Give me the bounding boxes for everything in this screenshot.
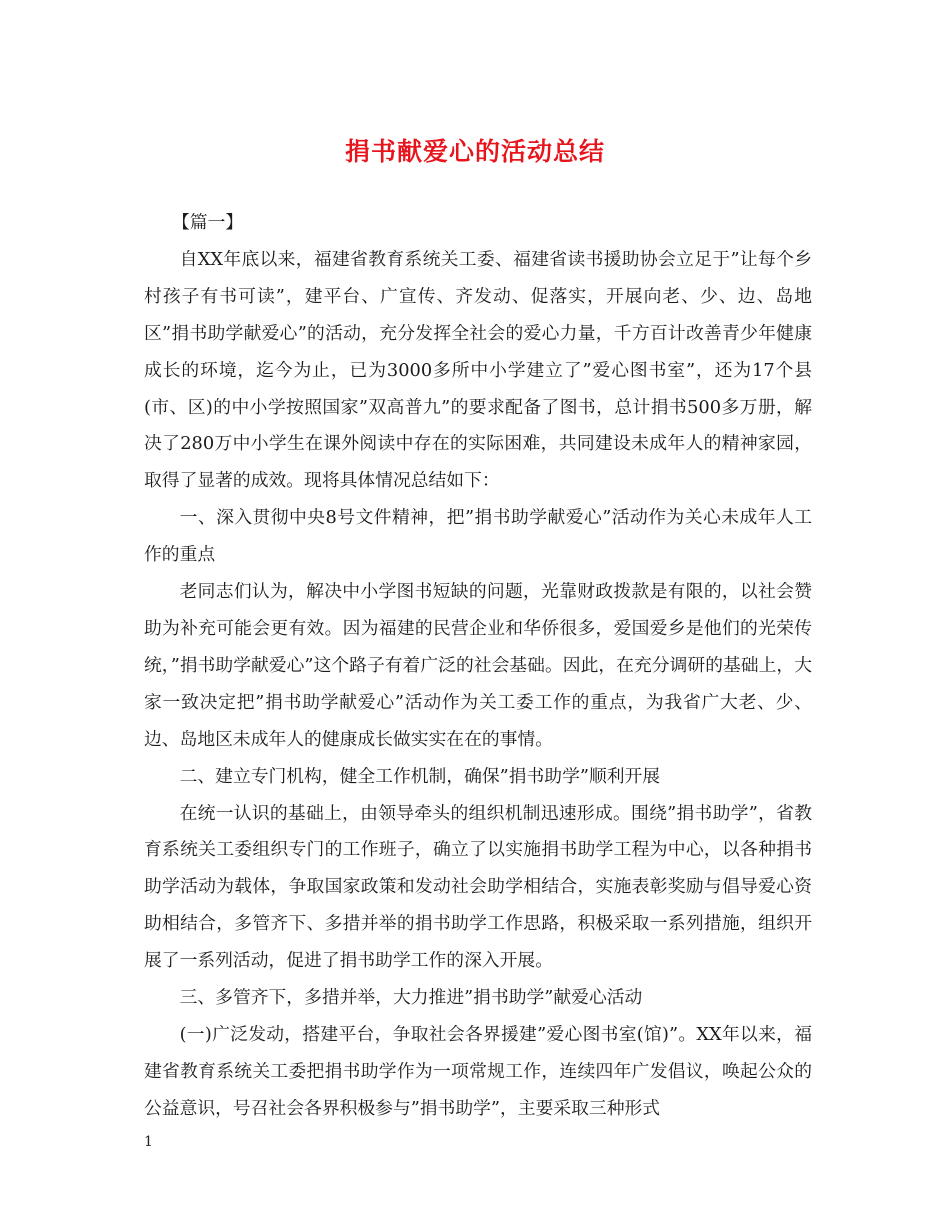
page-number: 1 <box>144 1134 153 1150</box>
heading-section-1: 一、深入贯彻中央8号文件精神，把”捐书助学献爱心”活动作为关心未成年人工作的重点 <box>144 507 812 566</box>
section-tag: 【篇一】 <box>172 212 244 233</box>
heading-section-2: 二、建立专门机构，健全工作机制，确保”捐书助学”顺利开展 <box>179 765 661 787</box>
paragraph-section-2: 在统一认识的基础上，由领导牵头的组织机制迅速形成。围绕”捐书助学”，省教育系统关工委组织专门的工作班子，确立了以实施捐书助学工程为中心，以各种捐书助学活动为载体，争取国家政策和发动社会助学相结合，实施表彰奖励与倡导爱心资助相结合，多管齐下、多措并举的捐书助学工作思路，积极采取一系列措施，组织开展了一系列活动，促进了捐书助学工作的深入开展。 <box>144 802 812 972</box>
paragraph-section-1: 老同志们认为，解决中小学图书短缺的问题，光靠财政拨款是有限的，以社会赞助为补充可能会更有效。因为福建的民营企业和华侨很多，爱国爱乡是他们的光荣传统，”捐书助学献爱心”这个路子有着广泛的社会基础。因此，在充分调研的基础上，大家一致决定把”捐书助学献爱心”活动作为关工委工作的重点，为我省广大老、少、边、岛地区未成年人的健康成长做实实在在的事情。 <box>144 581 812 750</box>
heading-section-3: 三、多管齐下，多措并举，大力推进”捐书助学”献爱心活动 <box>179 987 643 1009</box>
document-body <box>144 205 812 1128</box>
paragraph-section-3-1: (一)广泛发动，搭建平台，争取社会各界援建”爱心图书室(馆)”。XX年以来，福建省教育系统关工委把捐书助学作为一项常规工作，连续四年广发倡议，唤起公众的公益意识，号召社会各界积极参与”捐书助学”，主要采取三种形式 <box>144 1023 812 1119</box>
document-title: 捐书献爱心的活动总结 <box>344 137 605 166</box>
paragraph-intro: 自XX年底以来，福建省教育系统关工委、福建省读书援助协会立足于”让每个乡村孩子有书可读”，建平台、广宣传、齐发动、促落实，开展向老、少、边、岛地区”捐书助学献爱心”的活动，充分发挥全社会的爱心力量，千方百计改善青少年健康成长的环境，迄今为止，已为3000多所中小学建立了”爱心图书室”，还为17个县(市、区)的中小学按照国家”双高普九”的要求配备了图书，总计捐书500多万册，解决了280万中小学生在课外阅读中存在的实际困难，共同建设未成年人的精神家园，取得了显著的成效。现将具体情况总结如下： <box>144 248 812 492</box>
